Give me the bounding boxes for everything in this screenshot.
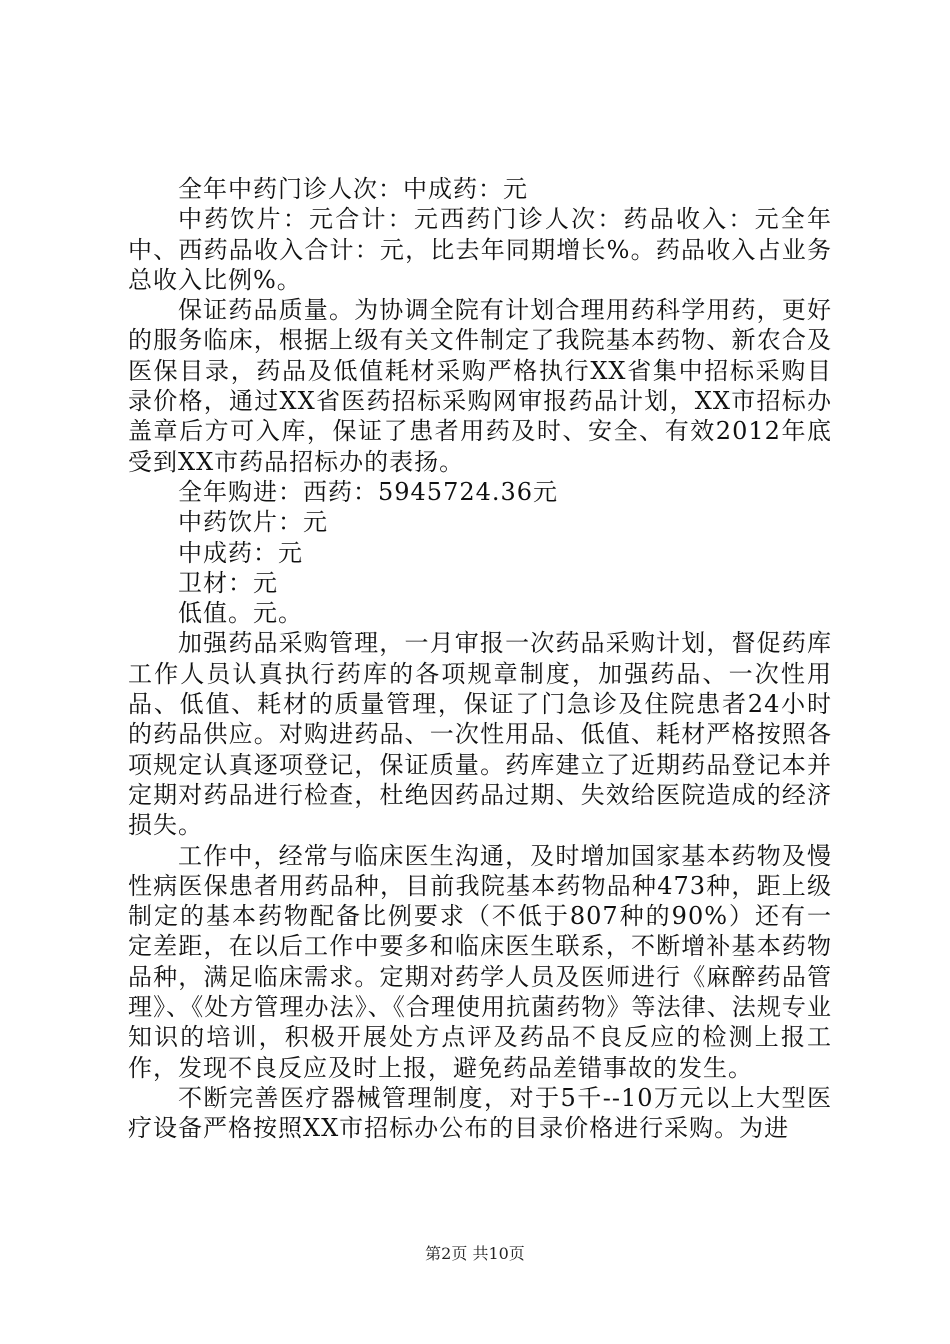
paragraph: 全年中药门诊人次：中成药：元 [178,175,528,203]
paragraph: 中药饮片：元合计：元西药门诊人次：药品收入：元全年中、西药品收入合计：元，比去年同期增长%。药品收入占业务总收入比例%。 [128,205,832,294]
paragraph: 工作中，经常与临床医生沟通，及时增加国家基本药物及慢性病医保患者用药品种，目前我院基本药物品种473种，距上级制定的基本药物配备比例要求（不低于807种的90%）还有一定差距，在以后工作中要多和临床医生联系，不断增补基本药物品种，满足临床需求。定期对药学人员及医师进行《麻醉药品管理》、《处方管理办法》、《合理使用抗菌药物》等法律、法规专业知识的培训，积极开展处方点评及药品不良反应的检测上报工作，发现不良反应及时上报，避免药品差错事故的发生。 [128,841,832,1082]
page-number-footer: 第2页 共10页 [425,1244,525,1263]
paragraph: 不断完善医疗器械管理制度，对于5千--10万元以上大型医疗设备严格按照XX市招标办公布的目录价格进行采购。为进 [128,1083,832,1143]
paragraph: 保证药品质量。为协调全院有计划合理用药科学用药，更好的服务临床，根据上级有关文件制定了我院基本药物、新农合及医保目录，药品及低值耗材采购严格执行XX省集中招标采购目录价格，通过XX省医药招标采购网审报药品计划，XX市招标办盖章后方可入库，保证了患者用药及时、安全、有效2012年底受到XX市药品招标办的表扬。 [128,296,832,476]
paragraph: 中药饮片：元 [178,508,328,537]
document-body [128,174,832,1144]
paragraph: 加强药品采购管理，一月审报一次药品采购计划，督促药库工作人员认真执行药库的各项规章制度，加强药品、一次性用品、低值、耗材的质量管理，保证了门急诊及住院患者24小时的药品供应。对购进药品、一次性用品、低值、耗材严格按照各项规定认真逐项登记，保证质量。药库建立了近期药品登记本并定期对药品进行检查，杜绝因药品过期、失效给医院造成的经济损失。 [128,629,832,840]
paragraph: 全年购进：西药：5945724.36元 [178,477,559,506]
paragraph: 卫材：元 [178,568,278,597]
paragraph: 低值。元。 [178,599,303,628]
paragraph: 中成药：元 [178,538,303,567]
